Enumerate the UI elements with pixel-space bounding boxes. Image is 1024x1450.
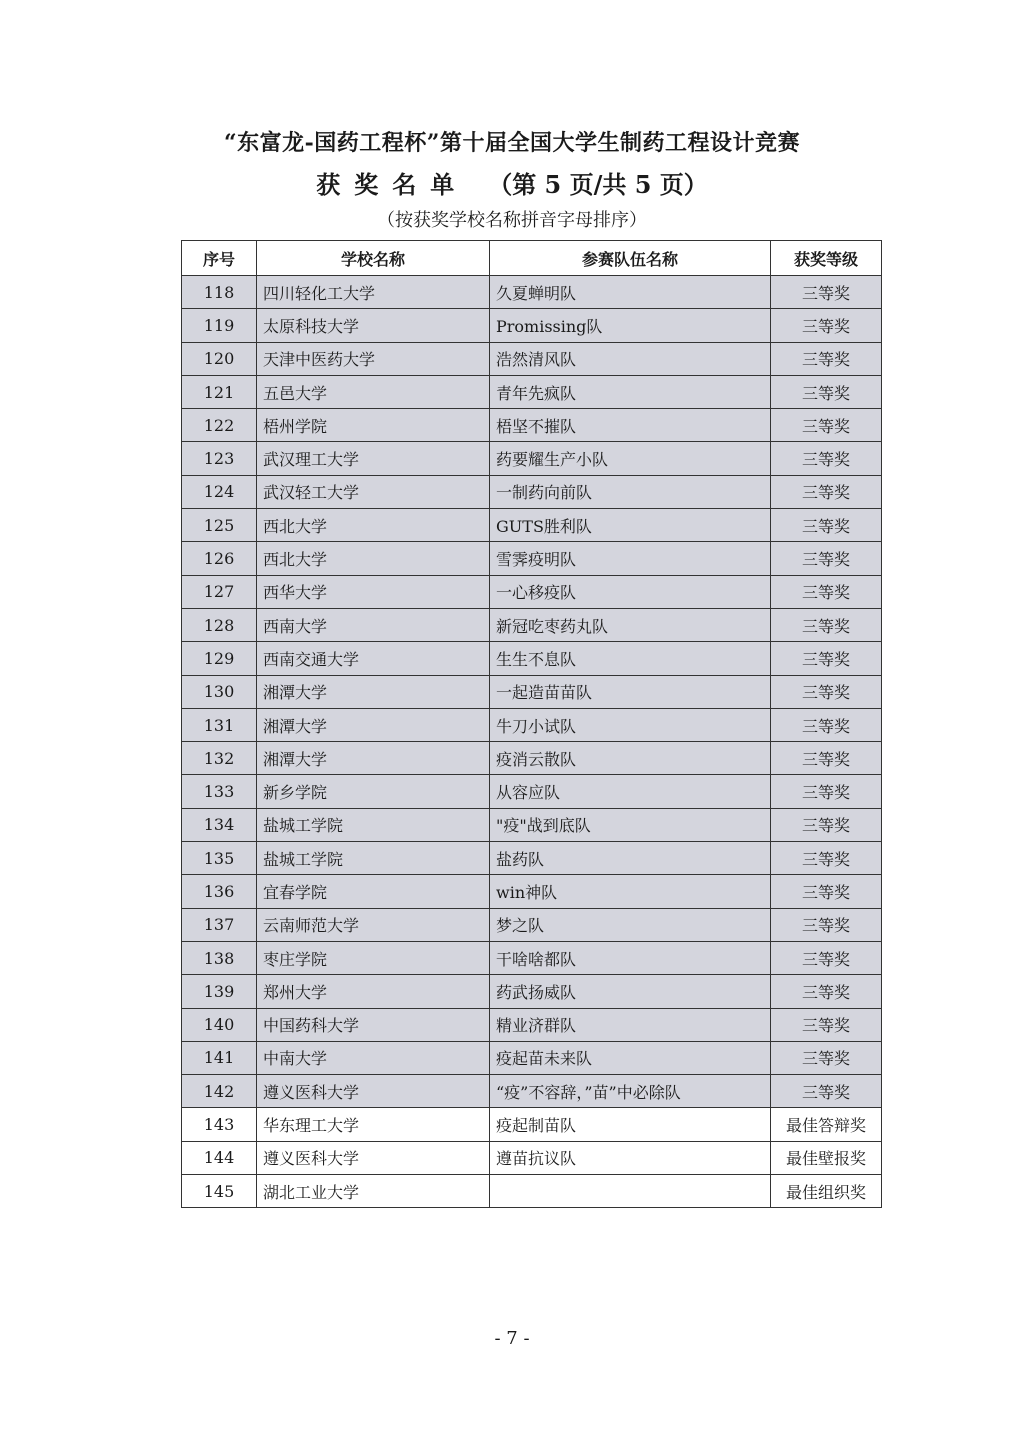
cell-number: 141	[182, 1041, 257, 1074]
cell-number: 140	[182, 1008, 257, 1041]
cell-number: 126	[182, 542, 257, 575]
table-row	[182, 675, 882, 708]
cell-school: 新乡学院	[257, 775, 490, 808]
cell-team: 精业济群队	[490, 1008, 771, 1041]
cell-school: 中国药科大学	[257, 1008, 490, 1041]
cell-award-level: 三等奖	[771, 342, 882, 375]
cell-number: 127	[182, 575, 257, 608]
cell-award-level: 三等奖	[771, 675, 882, 708]
cell-award-level: 三等奖	[771, 642, 882, 675]
cell-team: 盐药队	[490, 842, 771, 875]
cell-team: 牛刀小试队	[490, 708, 771, 741]
cell-school: 西北大学	[257, 509, 490, 542]
cell-school: 天津中医药大学	[257, 342, 490, 375]
cell-team: 疫起制苗队	[490, 1108, 771, 1141]
cell-number: 142	[182, 1075, 257, 1108]
cell-school: 西华大学	[257, 575, 490, 608]
cell-award-level: 三等奖	[771, 742, 882, 775]
cell-award-level: 三等奖	[771, 842, 882, 875]
sort-note: （按获奖学校名称拼音字母排序）	[377, 210, 647, 231]
cell-award-level: 三等奖	[771, 575, 882, 608]
cell-school: 太原科技大学	[257, 309, 490, 342]
cell-number: 135	[182, 842, 257, 875]
award-table	[181, 240, 882, 1208]
cell-team: "疫"战到底队	[490, 808, 771, 841]
cell-school: 西南交通大学	[257, 642, 490, 675]
cell-school: 四川轻化工大学	[257, 276, 490, 309]
cell-number: 145	[182, 1175, 257, 1208]
cell-school: 华东理工大学	[257, 1108, 490, 1141]
cell-school: 武汉理工大学	[257, 442, 490, 475]
table-row	[182, 1175, 882, 1208]
cell-award-level: 三等奖	[771, 475, 882, 508]
table-row	[182, 875, 882, 908]
cell-team: 青年先疯队	[490, 375, 771, 408]
cell-number: 119	[182, 309, 257, 342]
cell-team: 梦之队	[490, 908, 771, 941]
cell-school: 湘潭大学	[257, 742, 490, 775]
cell-school: 梧州学院	[257, 409, 490, 442]
table-row	[182, 442, 882, 475]
cell-award-level: 三等奖	[771, 708, 882, 741]
document-title: “东富龙-国药工程杯”第十届全国大学生制药工程设计竞赛	[224, 130, 800, 156]
cell-school: 郑州大学	[257, 975, 490, 1008]
cell-school: 遵义医科大学	[257, 1075, 490, 1108]
table-row	[182, 908, 882, 941]
cell-team: 浩然清风队	[490, 342, 771, 375]
column-header-number: 序号	[182, 241, 257, 276]
cell-number: 129	[182, 642, 257, 675]
cell-team: GUTS胜利队	[490, 509, 771, 542]
cell-team: Promissing队	[490, 309, 771, 342]
table-row	[182, 742, 882, 775]
cell-number: 144	[182, 1141, 257, 1174]
list-name: 获奖名单	[316, 170, 469, 199]
cell-award-level: 最佳答辩奖	[771, 1108, 882, 1141]
cell-school: 盐城工学院	[257, 842, 490, 875]
cell-award-level: 三等奖	[771, 542, 882, 575]
cell-award-level: 最佳组织奖	[771, 1175, 882, 1208]
cell-team: 疫起苗未来队	[490, 1041, 771, 1074]
cell-number: 118	[182, 276, 257, 309]
cell-school: 湖北工业大学	[257, 1175, 490, 1208]
column-header-team: 参赛队伍名称	[490, 241, 771, 276]
column-header-school: 学校名称	[257, 241, 490, 276]
table-row	[182, 775, 882, 808]
table-row	[182, 276, 882, 309]
cell-number: 133	[182, 775, 257, 808]
cell-team: 新冠吃枣药丸队	[490, 608, 771, 641]
table-row	[182, 1041, 882, 1074]
table-row	[182, 808, 882, 841]
cell-award-level: 三等奖	[771, 276, 882, 309]
table-header-row	[182, 241, 882, 276]
table-row	[182, 1108, 882, 1141]
cell-number: 131	[182, 708, 257, 741]
column-header-level: 获奖等级	[771, 241, 882, 276]
cell-team: 药要耀生产小队	[490, 442, 771, 475]
cell-school: 云南师范大学	[257, 908, 490, 941]
cell-number: 122	[182, 409, 257, 442]
cell-team: 生生不息队	[490, 642, 771, 675]
cell-school: 宜春学院	[257, 875, 490, 908]
table-row	[182, 509, 882, 542]
cell-award-level: 三等奖	[771, 442, 882, 475]
cell-team	[490, 1175, 771, 1208]
cell-team: “疫”不容辞，”苗”中必除队	[490, 1075, 771, 1108]
table-row	[182, 1008, 882, 1041]
table-row	[182, 342, 882, 375]
cell-team: 从容应队	[490, 775, 771, 808]
table-row	[182, 708, 882, 741]
cell-award-level: 三等奖	[771, 309, 882, 342]
page-info: （第 5 页/共 5 页）	[488, 170, 708, 199]
table-body	[182, 276, 882, 1208]
cell-school: 西北大学	[257, 542, 490, 575]
table-row	[182, 975, 882, 1008]
cell-team: 一起造苗苗队	[490, 675, 771, 708]
cell-team: 梧坚不摧队	[490, 409, 771, 442]
cell-team: 一心移疫队	[490, 575, 771, 608]
cell-award-level: 三等奖	[771, 375, 882, 408]
cell-team: 遵苗抗议队	[490, 1141, 771, 1174]
cell-award-level: 三等奖	[771, 941, 882, 974]
cell-school: 遵义医科大学	[257, 1141, 490, 1174]
cell-school: 湘潭大学	[257, 675, 490, 708]
cell-school: 中南大学	[257, 1041, 490, 1074]
cell-award-level: 三等奖	[771, 409, 882, 442]
cell-award-level: 三等奖	[771, 775, 882, 808]
table-row	[182, 309, 882, 342]
table-row	[182, 409, 882, 442]
cell-award-level: 三等奖	[771, 808, 882, 841]
table-row	[182, 1075, 882, 1108]
cell-number: 143	[182, 1108, 257, 1141]
cell-number: 139	[182, 975, 257, 1008]
cell-award-level: 三等奖	[771, 1041, 882, 1074]
cell-school: 武汉轻工大学	[257, 475, 490, 508]
cell-number: 137	[182, 908, 257, 941]
table-row	[182, 575, 882, 608]
cell-award-level: 三等奖	[771, 608, 882, 641]
cell-school: 湘潭大学	[257, 708, 490, 741]
table-row	[182, 941, 882, 974]
cell-team: 一制药向前队	[490, 475, 771, 508]
cell-award-level: 三等奖	[771, 908, 882, 941]
cell-number: 138	[182, 941, 257, 974]
cell-number: 120	[182, 342, 257, 375]
table-row	[182, 375, 882, 408]
table-row	[182, 1141, 882, 1174]
cell-number: 136	[182, 875, 257, 908]
table-row	[182, 608, 882, 641]
cell-team: 药武扬威队	[490, 975, 771, 1008]
cell-school: 西南大学	[257, 608, 490, 641]
cell-school: 枣庄学院	[257, 941, 490, 974]
table-row	[182, 475, 882, 508]
cell-school: 盐城工学院	[257, 808, 490, 841]
list-heading	[0, 165, 1024, 200]
cell-award-level: 三等奖	[771, 875, 882, 908]
cell-award-level: 三等奖	[771, 509, 882, 542]
cell-team: 久夏蝉明队	[490, 276, 771, 309]
cell-number: 132	[182, 742, 257, 775]
cell-number: 134	[182, 808, 257, 841]
cell-number: 121	[182, 375, 257, 408]
cell-school: 五邑大学	[257, 375, 490, 408]
table-row	[182, 642, 882, 675]
cell-team: 干啥啥都队	[490, 941, 771, 974]
cell-team: 雪霁疫明队	[490, 542, 771, 575]
table-row	[182, 542, 882, 575]
cell-award-level: 三等奖	[771, 1075, 882, 1108]
cell-award-level: 三等奖	[771, 975, 882, 1008]
cell-team: 疫消云散队	[490, 742, 771, 775]
page-number: - 7 -	[494, 1328, 530, 1349]
cell-number: 125	[182, 509, 257, 542]
cell-number: 130	[182, 675, 257, 708]
cell-number: 124	[182, 475, 257, 508]
cell-team: win神队	[490, 875, 771, 908]
cell-award-level: 最佳壁报奖	[771, 1141, 882, 1174]
cell-number: 128	[182, 608, 257, 641]
table-row	[182, 842, 882, 875]
cell-number: 123	[182, 442, 257, 475]
cell-award-level: 三等奖	[771, 1008, 882, 1041]
